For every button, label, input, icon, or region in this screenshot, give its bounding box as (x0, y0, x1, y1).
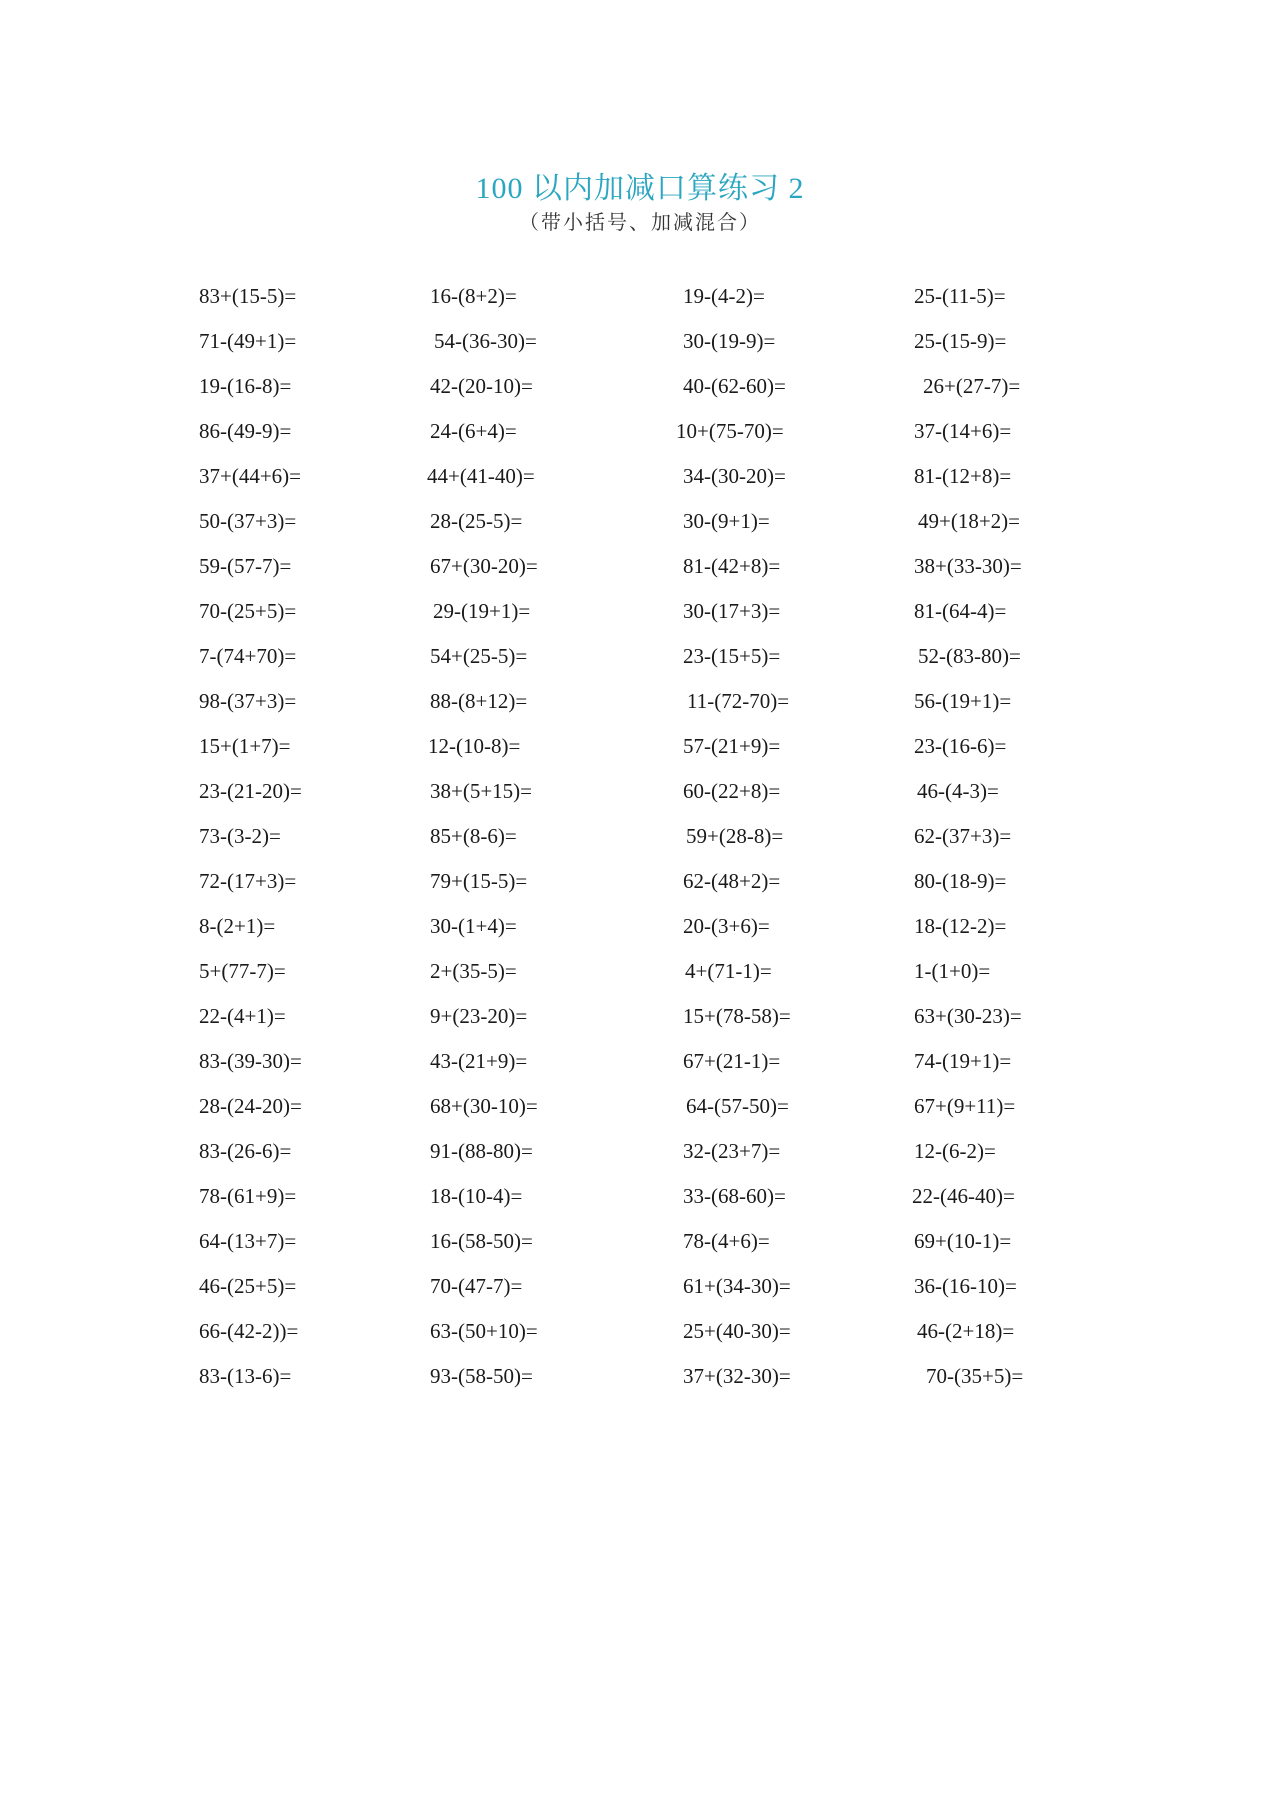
problem-item: 49+(18+2)= (918, 509, 1021, 533)
problem-item: 56-(19+1)= (914, 689, 1012, 713)
problem-item: 81-(12+8)= (914, 464, 1012, 488)
problem-item: 36-(16-10)= (914, 1274, 1017, 1298)
problem-item: 86-(49-9)= (199, 419, 292, 443)
problem-item: 88-(8+12)= (430, 689, 528, 713)
problem-item: 29-(19+1)= (433, 599, 531, 623)
problem-item: 70-(47-7)= (430, 1274, 523, 1298)
problem-row (0, 910, 1280, 955)
problem-item: 33-(68-60)= (683, 1184, 786, 1208)
problem-item: 50-(37+3)= (199, 509, 297, 533)
problem-row (0, 1045, 1280, 1090)
problem-item: 57-(21+9)= (683, 734, 781, 758)
problem-item: 83+(15-5)= (199, 284, 297, 308)
problem-row (0, 865, 1280, 910)
problem-item: 67+(9+11)= (914, 1094, 1016, 1118)
problem-item: 40-(62-60)= (683, 374, 786, 398)
problem-row (0, 640, 1280, 685)
problem-item: 10+(75-70)= (676, 419, 784, 443)
problem-row (0, 775, 1280, 820)
problem-item: 30-(19-9)= (683, 329, 776, 353)
problem-item: 74-(19+1)= (914, 1049, 1012, 1073)
problem-item: 25-(11-5)= (914, 284, 1006, 308)
problem-item: 46-(4-3)= (917, 779, 999, 803)
problem-item: 59+(28-8)= (686, 824, 784, 848)
problem-item: 38+(33-30)= (914, 554, 1022, 578)
problem-item: 52-(83-80)= (918, 644, 1021, 668)
problem-item: 23-(15+5)= (683, 644, 781, 668)
problem-row (0, 595, 1280, 640)
problem-grid (0, 280, 1280, 1405)
problem-item: 54+(25-5)= (430, 644, 528, 668)
problem-item: 28-(25-5)= (430, 509, 523, 533)
problem-item: 30-(9+1)= (683, 509, 770, 533)
problem-item: 62-(48+2)= (683, 869, 781, 893)
problem-item: 26+(27-7)= (923, 374, 1021, 398)
problem-item: 98-(37+3)= (199, 689, 297, 713)
problem-item: 1-(1+0)= (914, 959, 991, 983)
problem-row (0, 505, 1280, 550)
problem-item: 28-(24-20)= (199, 1094, 302, 1118)
problem-item: 37+(44+6)= (199, 464, 302, 488)
problem-row (0, 370, 1280, 415)
problem-item: 46-(2+18)= (917, 1319, 1015, 1343)
problem-item: 16-(8+2)= (430, 284, 517, 308)
problem-item: 59-(57-7)= (199, 554, 292, 578)
problem-row (0, 955, 1280, 1000)
problem-item: 83-(13-6)= (199, 1364, 292, 1388)
problem-row (0, 730, 1280, 775)
problem-item: 63-(50+10)= (430, 1319, 538, 1343)
problem-item: 63+(30-23)= (914, 1004, 1022, 1028)
problem-item: 83-(26-6)= (199, 1139, 292, 1163)
problem-item: 60-(22+8)= (683, 779, 781, 803)
problem-row (0, 1090, 1280, 1135)
problem-item: 91-(88-80)= (430, 1139, 533, 1163)
problem-row (0, 820, 1280, 865)
problem-item: 37-(14+6)= (914, 419, 1012, 443)
problem-item: 25+(40-30)= (683, 1319, 791, 1343)
problem-item: 9+(23-20)= (430, 1004, 528, 1028)
problem-item: 20-(3+6)= (683, 914, 770, 938)
problem-item: 64-(57-50)= (686, 1094, 789, 1118)
worksheet-title: 100 以内加减口算练习 2 (475, 172, 805, 205)
problem-item: 32-(23+7)= (683, 1139, 781, 1163)
problem-item: 78-(4+6)= (683, 1229, 770, 1253)
problem-item: 12-(6-2)= (914, 1139, 996, 1163)
problem-item: 8-(2+1)= (199, 914, 276, 938)
problem-row (0, 1270, 1280, 1315)
problem-item: 11-(72-70)= (687, 689, 790, 713)
problem-item: 66-(42-2))= (199, 1319, 299, 1343)
problem-item: 72-(17+3)= (199, 869, 297, 893)
problem-row (0, 280, 1280, 325)
problem-item: 80-(18-9)= (914, 869, 1007, 893)
problem-item: 15+(78-58)= (683, 1004, 791, 1028)
problem-row (0, 325, 1280, 370)
problem-item: 23-(16-6)= (914, 734, 1007, 758)
problem-item: 93-(58-50)= (430, 1364, 533, 1388)
problem-item: 73-(3-2)= (199, 824, 281, 848)
problem-item: 7-(74+70)= (199, 644, 297, 668)
problem-item: 23-(21-20)= (199, 779, 302, 803)
problem-row (0, 1360, 1280, 1405)
problem-item: 38+(5+15)= (430, 779, 533, 803)
problem-item: 18-(10-4)= (430, 1184, 523, 1208)
problem-item: 69+(10-1)= (914, 1229, 1012, 1253)
problem-item: 12-(10-8)= (428, 734, 521, 758)
problem-item: 2+(35-5)= (430, 959, 517, 983)
problem-item: 44+(41-40)= (427, 464, 535, 488)
problem-item: 61+(34-30)= (683, 1274, 791, 1298)
problem-item: 30-(17+3)= (683, 599, 781, 623)
problem-row (0, 415, 1280, 460)
problem-item: 22-(46-40)= (912, 1184, 1015, 1208)
problem-row (0, 685, 1280, 730)
problem-item: 78-(61+9)= (199, 1184, 297, 1208)
problem-item: 83-(39-30)= (199, 1049, 302, 1073)
problem-item: 43-(21+9)= (430, 1049, 528, 1073)
problem-item: 62-(37+3)= (914, 824, 1012, 848)
problem-item: 24-(6+4)= (430, 419, 517, 443)
problem-item: 46-(25+5)= (199, 1274, 297, 1298)
problem-item: 70-(25+5)= (199, 599, 297, 623)
problem-row (0, 1000, 1280, 1045)
problem-row (0, 1180, 1280, 1225)
problem-row (0, 460, 1280, 505)
problem-item: 64-(13+7)= (199, 1229, 297, 1253)
problem-item: 85+(8-6)= (430, 824, 517, 848)
problem-item: 70-(35+5)= (926, 1364, 1024, 1388)
problem-item: 4+(71-1)= (685, 959, 772, 983)
problem-item: 25-(15-9)= (914, 329, 1007, 353)
problem-item: 81-(64-4)= (914, 599, 1007, 623)
problem-item: 81-(42+8)= (683, 554, 781, 578)
problem-row (0, 1135, 1280, 1180)
problem-item: 34-(30-20)= (683, 464, 786, 488)
problem-item: 16-(58-50)= (430, 1229, 533, 1253)
problem-item: 67+(21-1)= (683, 1049, 781, 1073)
problem-row (0, 550, 1280, 595)
worksheet-subtitle: （带小括号、加减混合） (519, 212, 761, 234)
problem-item: 71-(49+1)= (199, 329, 297, 353)
problem-item: 18-(12-2)= (914, 914, 1007, 938)
problem-item: 19-(4-2)= (683, 284, 765, 308)
problem-item: 19-(16-8)= (199, 374, 292, 398)
problem-item: 54-(36-30)= (434, 329, 537, 353)
problem-item: 37+(32-30)= (683, 1364, 791, 1388)
problem-item: 22-(4+1)= (199, 1004, 286, 1028)
problem-item: 5+(77-7)= (199, 959, 286, 983)
problem-item: 30-(1+4)= (430, 914, 517, 938)
problem-item: 67+(30-20)= (430, 554, 538, 578)
problem-item: 79+(15-5)= (430, 869, 528, 893)
problem-row (0, 1225, 1280, 1270)
problem-item: 15+(1+7)= (199, 734, 291, 758)
problem-row (0, 1315, 1280, 1360)
problem-item: 68+(30-10)= (430, 1094, 538, 1118)
problem-item: 42-(20-10)= (430, 374, 533, 398)
